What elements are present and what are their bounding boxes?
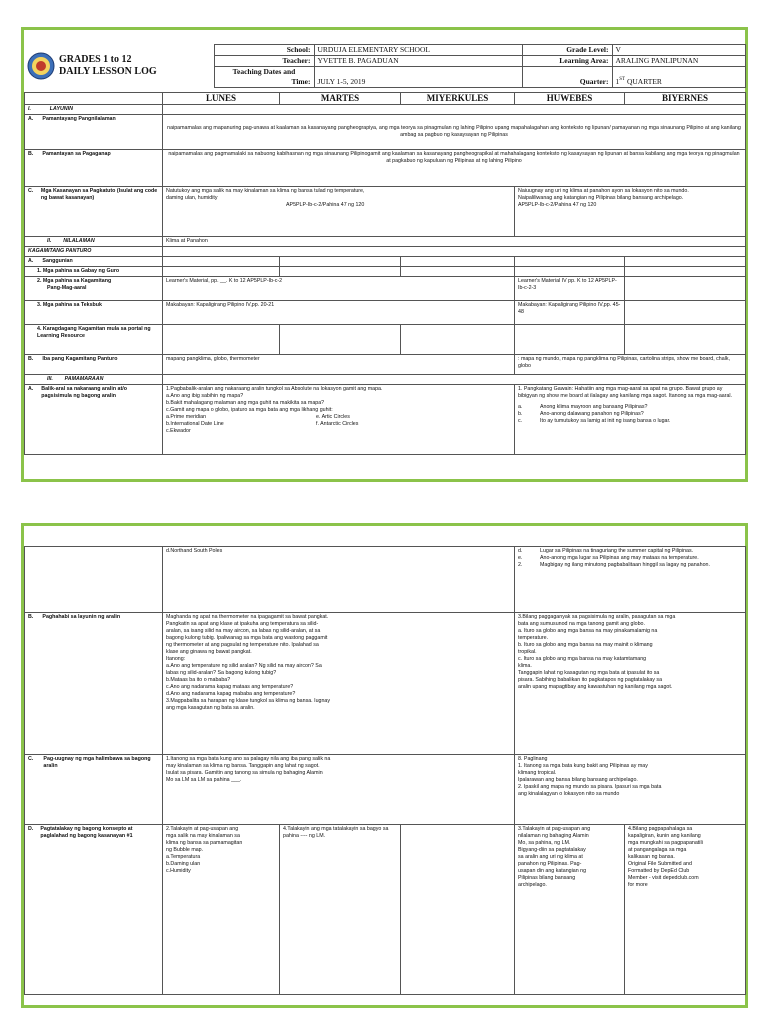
kasanayan-lunes [163, 187, 515, 237]
text-line: tropikal. [518, 649, 537, 655]
gabay-guro-row [25, 267, 746, 277]
row-label: Balik-aral sa nakaraang aralin at/o pagsisimula ng bagong aralin [41, 386, 127, 399]
text-line: b. Ituro sa globo ang mga bansa na may mainit o klimang [518, 642, 653, 648]
text-line: b.Daming ulan [166, 861, 201, 867]
nilalaman-text: NILALAMAN [63, 238, 95, 244]
layunin-label [25, 105, 163, 115]
text-line: klima ng bansa sa pamamagitan [166, 840, 243, 846]
text-line: mga salik na may kinalaman sa [166, 833, 240, 839]
title-line-2: DAILY LESSON LOG [59, 66, 157, 77]
text-line: ang kinalalagyan o lokasyon nito sa mundo [518, 791, 620, 797]
row-letter: A. [28, 116, 34, 122]
text-line: labas ng silid-aralan? Sa bagong kulong tubig? [166, 670, 277, 676]
layunin-number: I. [28, 106, 31, 112]
text-line: nilalaman ng bahaging Alamin [518, 833, 589, 839]
row-letter: A. [28, 258, 34, 264]
text-line: Pilipinas bilang bansang [518, 875, 576, 881]
kasanayan-huwebes [515, 187, 746, 237]
balik-line: Ano-anong dalawang panahon ng Pilipinas? [540, 411, 644, 417]
row-label: Pag-uugnay ng mga halimbawa sa bagong aralin [43, 756, 151, 769]
text-line: 1.Itanong sa mga bata kung ano sa palagay nila ang iba pang salik na [166, 756, 331, 762]
text-line: 3.Magpabalita sa harapan ng klase tungkol sa klima ng bansa. Iugnay [166, 698, 331, 704]
balik-line: 1.Pagbabalik-aralan ang nakaraang aralin tungkol sa Absolute na lokasyon gamit ang mapa. [166, 386, 383, 392]
text-line: c. Ituro sa globo ang mga bansa na may katamtamang [518, 656, 647, 662]
text-line: bagong kulong tubig. Ipaliwanag sa mga bata ang wastong paggamit [166, 635, 328, 641]
balik-aral-continued-lunes [163, 547, 515, 613]
area-label: Learning Area: [522, 56, 612, 67]
kasanayan-line: Naipaliliwanag ang katangian ng Pilipinas bilang bansang archipelago. [518, 195, 684, 201]
balik-line: 1. Pangkatang Gawain: Hahatiin ang mga mag-aaral sa apat na grupo. Bawat grupo ay bibigyan ng show me board at ilalagay ang kanilang mga sagot. Itanong sa mga mag-aaral. [518, 386, 733, 399]
day-lunes: LUNES [163, 93, 280, 105]
kasanayan-line: Naiuugnay ang uri ng klima at panahon ayon sa lokasyon nito sa mundo. [518, 188, 689, 194]
text-line: ang mga kasagutan ng bata sa aralin. [166, 705, 255, 711]
row-label: Pamantayang Pangnilalaman [42, 116, 116, 122]
text-line: ng Bubble map. [166, 847, 204, 853]
balik-line: d.Northand South Poles [166, 548, 223, 554]
text-line: Formatted by DepEd Club [628, 868, 690, 874]
pamantayan-pagaganap-text: naipamamalas ang pagmamalaki sa nabuong kabihasnan ng mga sinaunang Pilipinogamit ang kaalaman sa kasanayang pangheograpikal at mahahalagang konteksto ng kasaysayan ng lipunan at bansa kabilang ang mga teorya ng pinagmulan at pagkabuo ng kapuluan ng Pilipinas at ng lahing Pilipino [163, 150, 746, 187]
sanggunian-label [25, 257, 163, 267]
text-line: archipelago. [518, 882, 547, 888]
text-line: bata ang sumusunod na mga tanong gamit ang globo. [518, 621, 645, 627]
iba-kagamitan-label [25, 355, 163, 375]
grade-value: V [612, 45, 745, 56]
teksbuk-label: 3. Mga pahina sa Teksbuk [25, 301, 163, 325]
balik-line: b.International Date Line [166, 421, 224, 427]
pamamaraan-number: III. [47, 376, 53, 382]
kagamitang-mag-aaral-label [25, 277, 163, 301]
day-huwebes: HUWEBES [515, 93, 625, 105]
text-line: Maghanda ng apat na thermometer na ipagagamit sa bawat pangkat. [166, 614, 329, 620]
kasanayan-line: Natutukoy ang mga salik na may kinalaman sa klima ng bansa tulad ng temperature, [166, 188, 365, 194]
quarter-number: 1 [615, 77, 620, 86]
list-marker: d. [518, 548, 523, 554]
list-marker: c. [518, 418, 523, 424]
school-value: URDUJA ELEMENTARY SCHOOL [314, 45, 522, 56]
kagamitang-mag-aaral-row [25, 277, 746, 301]
pagtatalakay-lunes [163, 825, 280, 995]
text-line: b.Mataas ba ito o mababa? [166, 677, 231, 683]
list-marker: 2. [518, 562, 523, 568]
balik-line: c.Gamit ang mapa o globo, ipaturo sa mga bata ang mga likhang guhit: [166, 407, 333, 413]
row-letter: B. [28, 151, 34, 157]
balik-line: a.Ano ang ibig sabihin ng mapa? [166, 393, 244, 399]
teacher-label: Teacher: [214, 56, 314, 67]
text-line: a.Temperatura [166, 854, 201, 860]
balik-line: e. Artic Circles [316, 414, 350, 420]
pamantayang-pangnilalaman-label [25, 115, 163, 150]
balik-line: Ano-anong mga lugar sa Pilipinas ang may mataas na temperature. [540, 555, 699, 561]
quarter-value [612, 67, 745, 88]
balik-line: f. Antarctic Circles [316, 421, 359, 427]
pagtatalakay-miyerkules [401, 825, 515, 995]
text-line: for more [628, 882, 648, 888]
text-line: kalikasan ng bansa. [628, 854, 675, 860]
text-line: 3.Talakayin at pag-usapan ang [518, 826, 591, 832]
text-line: 4.Bilang pagpapahalaga sa [628, 826, 693, 832]
balik-aral-row [25, 385, 746, 455]
list-marker: a. [518, 404, 523, 410]
day-biyernes: BIYERNES [625, 93, 746, 105]
header-logo-cell [24, 45, 214, 88]
balik-aral-continued-row [25, 547, 746, 613]
kagamitan-label: KAGAMITANG PANTURO [25, 247, 163, 257]
text-line: sa aralin ang uri ng klima at [518, 854, 583, 860]
text-line: a.Ano ang temperature ng silid aralan? Ng silid na may aircon? Sa [166, 663, 322, 669]
text-line: 1. Itanong sa mga bata kung bakit ang Pilipinas ay may [518, 763, 648, 769]
paguugnay-huwebes [515, 755, 746, 825]
teksbuk-lunes: Makabayan: Kapaligirang Pilipino IV,pp. 20-21 [163, 301, 515, 325]
pagtatalakay-row [25, 825, 746, 995]
paguugnay-row [25, 755, 746, 825]
dates-label [214, 67, 314, 88]
text-line: c.Humidity [166, 868, 191, 874]
pamantayan-pagaganap-row [25, 150, 746, 187]
list-marker: e. [518, 555, 523, 561]
quarter-suffix: ST [619, 77, 626, 82]
text-line: klima. [518, 663, 532, 669]
row-label: Sanggunian [42, 258, 73, 264]
learning-resource-label: 4. Karagdagang Kagamitan mula sa portal ng Learning Resource [25, 325, 163, 355]
text-line: c.Ano ang nadarama kapag mataas ang temperature? [166, 684, 294, 690]
learning-resource-row [25, 325, 746, 355]
row-label-line: Pang-Mag-aaral [47, 285, 87, 291]
pamamaraan-row [25, 375, 746, 385]
text-line: temperature. [518, 635, 549, 641]
balik-line: Ito ay tumutukoy sa lamig at init ng isang bansa o lugar. [540, 418, 671, 424]
balik-line: a.Prime meridian [166, 414, 207, 420]
nilalaman-value: Klima at Panahon [163, 237, 746, 247]
dates-label-line-1: Teaching Dates and [232, 67, 296, 76]
iba-kagamitan-row [25, 355, 746, 375]
text-line: Mo, sa pahina, ng LM. [518, 840, 571, 846]
text-line: kapaligiran, kunin ang kanilang [628, 833, 701, 839]
text-line: may kinalaman sa klima ng bansa. Tanggapin ang lahat ng sagot. [166, 763, 320, 769]
nilalaman-number: II. [47, 238, 52, 244]
text-line: pisara. Sabihing babalikan ito pagkatapos ng pagtatalakay sa [518, 677, 663, 683]
layunin-text: LAYUNIN [49, 106, 73, 112]
day-header-row [25, 93, 746, 105]
day-martes: MARTES [280, 93, 401, 105]
text-line: a. Ituro sa globo ang mga bansa na may pinakamalamig na [518, 628, 658, 634]
kasanayan-line: daming ulan, humidity [166, 195, 218, 201]
pamamaraan-text: PAMAMARAAN [64, 376, 104, 382]
gabay-guro-label: 1. Mga pahina sa Gabay ng Guro [25, 267, 163, 277]
balik-line: c.Ekwador [166, 428, 191, 434]
row-label: Pamantayan sa Pagaganap [42, 151, 111, 157]
balik-aral-lunes [163, 385, 515, 455]
balik-line: Anong klima mayroon ang bansang Pilipinas? [540, 404, 648, 410]
paghahabi-row [25, 613, 746, 755]
pagtatalakay-label [25, 825, 163, 995]
row-letter: C. [28, 188, 34, 194]
kasanayan-code: AP5PLP-Ib-c-2/Pahina 47 ng 120 [286, 202, 365, 208]
row-letter: B. [28, 614, 34, 620]
sanggunian-row [25, 257, 746, 267]
nilalaman-row [25, 237, 746, 247]
kagamitan-row [25, 247, 746, 257]
lesson-log-page-2 [21, 523, 748, 1008]
balik-aral-huwebes [515, 385, 746, 455]
paguugnay-label [25, 755, 163, 825]
balik-line: Magbigay ng ilang minutong pagbabalitaan hinggil sa lagay ng panahon. [540, 562, 710, 568]
iba-kagamitan-huwebes: : mapa ng mundo, mapa ng pangklima ng Pilipinas, cartolina strips, show me board, chalk, globo [515, 355, 746, 375]
layunin-row [25, 105, 746, 115]
text-line: 8. Paglinang [518, 756, 548, 762]
text-line: Pangkatin sa apat ang klase at ipakuha ang temperatura sa silid- [166, 621, 319, 627]
area-value: ARALING PANLIPUNAN [612, 56, 745, 67]
text-line: aralan, sa isang silid na may aircon, sa labas ng silid-aralan, at sa [166, 628, 321, 634]
text-line: Tanggapin lahat ng kasagutan ng mga bata at ipasulat ito sa [518, 670, 660, 676]
iba-kagamitan-lunes: mapang pangklima, globo, thermometer [163, 355, 515, 375]
deped-seal-icon [27, 52, 55, 80]
lesson-table-page-2 [24, 546, 746, 995]
row-letter: C. [28, 756, 34, 762]
header-table [24, 44, 746, 88]
nilalaman-label [25, 237, 163, 247]
text-line: Ipalarawan ang bansa bilang bansang archipelago. [518, 777, 638, 783]
quarter-text: QUARTER [625, 77, 662, 86]
title-line-1: GRADES 1 to 12 [59, 54, 132, 65]
text-line: klimang tropical. [518, 770, 557, 776]
pamamaraan-label [25, 375, 163, 385]
text-line: aralin upang mapagtibay ang kawastuhan ng kanilang mga sagot. [518, 684, 673, 690]
text-line: Mo sa LM sa LM sa pahina ___. [166, 777, 242, 783]
text-line: ng thermometer at ang pagsulat ng temperature nito. Ipalahad sa [166, 642, 319, 648]
row-label: Iba pang Kagamitang Panturo [42, 356, 118, 362]
row-label: Pagtatalakay ng bagong konsepto at paglalahad ng bagong kasanayan #1 [40, 826, 133, 839]
text-line: at pangangalaga sa mga [628, 847, 687, 853]
pagtatalakay-martes: 4.Talakayin ang mga tatalakayin sa bagyo sa pahina ---- ng LM. [280, 825, 401, 995]
text-line: Bigyang-diin sa pagtatalakay [518, 847, 586, 853]
row-label-line: 2. Mga pahina sa Kagamitang [37, 278, 112, 284]
pamantayang-pangnilalaman-text: naipamamalas ang mapanuring pag-unawa at kaalaman sa kasanayang pangheograpiya, ang mga teorya sa pinagmulan ng lahing Pilipino upang mapahalagahan ang konteksto ng lipunan/ pamayanan ng mga sinaunang Pilipino at ang kanilang ambag sa pagbuo ng kasaysayan ng Pilipinas [163, 115, 746, 150]
kagamitang-mag-aaral-huwebes: Learner's Material IV pp. K to 12 AP5PLP-Ib-c-2-3 [515, 277, 625, 301]
quarter-label: Quarter: [522, 67, 612, 88]
lesson-table-page-1 [24, 92, 746, 455]
text-line: 3.Bilang paggaganyak sa pagsisimula ng aralin, pasagutan sa mga [518, 614, 676, 620]
text-line: usapan din ang katangian ng [518, 868, 587, 874]
teksbuk-huwebes: Makabayan: Kapaligirang Pilipino IV,pp. 45-48 [515, 301, 625, 325]
day-miyerkules: MIYERKULES [401, 93, 515, 105]
balik-line: Lugar sa Pilipinas na tinaguriang the summer capital ng Pilipinas. [540, 548, 694, 554]
row-letter: A. [28, 386, 34, 392]
row-label: Mga Kasanayan sa Pagkatuto (Isulat ang code ng bawat kasanayan) [40, 188, 158, 201]
text-line: Member - visit depedclub.com [628, 875, 699, 881]
text-line: mga mungkahi sa pagpapanatili [628, 840, 703, 846]
school-label: School: [214, 45, 314, 56]
dates-value: JULY 1-5, 2019 [314, 67, 522, 88]
grade-label: Grade Level: [522, 45, 612, 56]
text-line: klase ang ginawa ng bawat pangkat. [166, 649, 252, 655]
row-letter: B. [28, 356, 34, 362]
kagamitang-mag-aaral-lunes: Learner's Material, pp. __. K to 12 AP5PLP-Ib-c-2 [163, 277, 515, 301]
pagtatalakay-biyernes [625, 825, 746, 995]
list-marker: b. [518, 411, 523, 417]
paghahabi-lunes [163, 613, 515, 755]
dates-label-line-2: Time: [291, 77, 311, 86]
pamantayang-pangnilalaman-row [25, 115, 746, 150]
balik-line: b.Bakit mahalagang malaman ang mga guhit na makikita sa mapa? [166, 400, 325, 406]
paghahabi-label [25, 613, 163, 755]
row-label: Paghahabi sa layunin ng aralin [42, 614, 121, 620]
text-line: Itanong: [166, 656, 186, 662]
balik-aral-continued-huwebes [515, 547, 746, 613]
text-line: d.Ano ang nadarama kapag mababa ang temperature? [166, 691, 296, 697]
pamantayan-pagaganap-label [25, 150, 163, 187]
text-line: panahon ng Pilipinas. Pag- [518, 861, 582, 867]
text-line: Isulat sa pisara. Gamitin ang tanong sa simula ng bahaging Alamin [166, 770, 323, 776]
lesson-log-page-1 [21, 27, 748, 482]
balik-aral-label [25, 385, 163, 455]
row-letter: D. [28, 826, 34, 832]
kasanayan-code: AP5PLP-Ib-c-2/Pahina 47 ng 120 [518, 202, 597, 208]
paghahabi-huwebes [515, 613, 746, 755]
pagtatalakay-huwebes [515, 825, 625, 995]
kasanayan-row [25, 187, 746, 237]
text-line: 2. Ipaskil ang mapa ng mundo sa pisara. Ipasuri sa mga bata [518, 784, 662, 790]
teksbuk-row [25, 301, 746, 325]
teacher-value: YVETTE B. PAGADUAN [314, 56, 522, 67]
text-line: Original File Submitted and [628, 861, 692, 867]
text-line: 2.Talakayin at pag-usapan ang [166, 826, 239, 832]
kasanayan-label [25, 187, 163, 237]
paguugnay-lunes [163, 755, 515, 825]
